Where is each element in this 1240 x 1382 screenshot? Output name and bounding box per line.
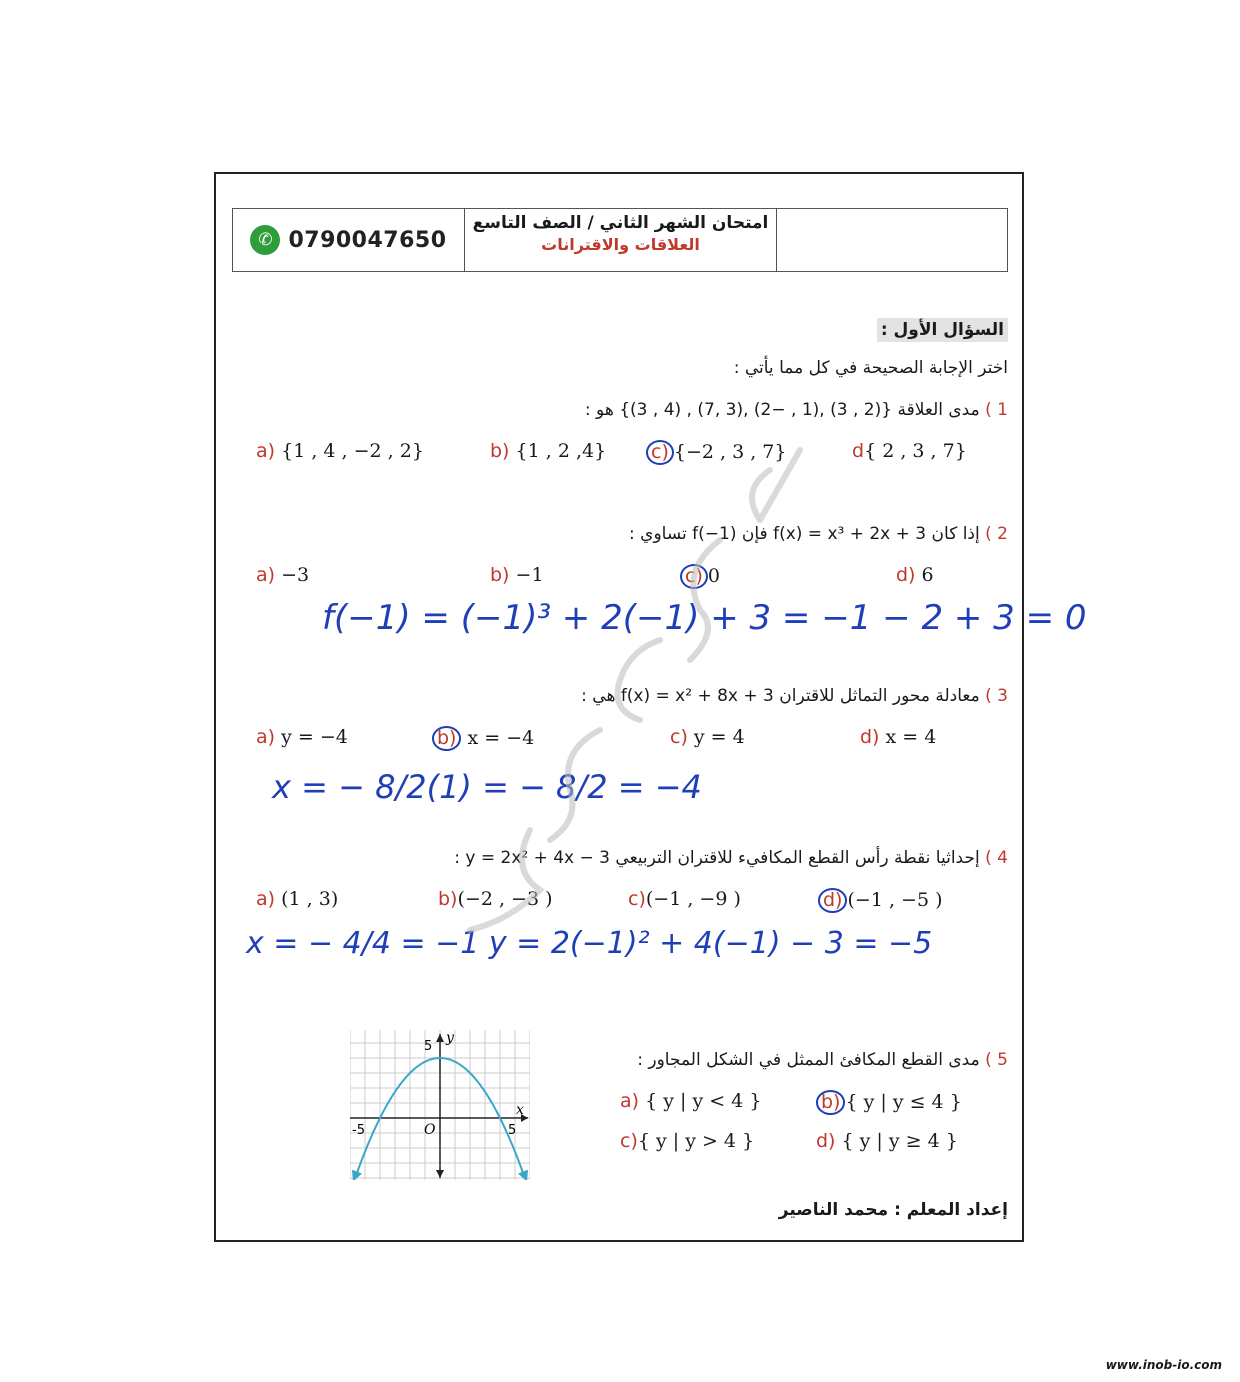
y-axis-label: y: [446, 1030, 454, 1046]
option-letter: b): [438, 888, 458, 910]
option-letter: a): [256, 726, 276, 748]
question-3: [581, 686, 1008, 706]
option-2d[interactable]: [896, 564, 934, 586]
option-1c-circled[interactable]: [646, 440, 786, 465]
option-letter-circled: c): [646, 440, 674, 465]
option-letter: b): [490, 564, 510, 586]
option-value: x = −4: [467, 727, 535, 749]
question-number: 5 ): [985, 1050, 1008, 1070]
option-letter-circled: d): [818, 888, 847, 913]
tick-y-5: 5: [424, 1039, 433, 1054]
option-letter: b): [490, 440, 510, 462]
option-3b-circled[interactable]: [432, 726, 534, 751]
option-5c[interactable]: [620, 1130, 754, 1152]
x-axis-label: x: [516, 1102, 524, 1118]
handwritten-work-4: x = − 4/4 = −1 y = 2(−1)² + 4(−1) − 3 = −5: [246, 926, 933, 961]
option-value: {1 , 2 ,4}: [515, 440, 607, 462]
option-value: (1 , 3): [281, 888, 339, 910]
option-value: y = −4: [281, 726, 348, 748]
y-axis-arrow-down: [436, 1170, 444, 1178]
option-letter: a): [620, 1090, 640, 1112]
prepared-by: إعداد المعلم : محمد الناصير: [778, 1200, 1008, 1220]
option-value: (−1 , −5 ): [847, 889, 943, 911]
question-text: معادلة محور التماثل للاقتران f(x) = x² + 8x + 3 هي :: [581, 686, 980, 706]
option-4d-circled[interactable]: [818, 888, 942, 913]
blank-cell: [777, 209, 1007, 271]
question-number: 3 ): [985, 686, 1008, 706]
title-cell: [465, 209, 777, 271]
option-3d[interactable]: [860, 726, 936, 748]
option-value: { y | y > 4 }: [637, 1130, 755, 1152]
question-text: إذا كان f(x) = x³ + 2x + 3 فإن f(−1) تساوي :: [629, 524, 980, 544]
question-number: 2 ): [985, 524, 1008, 544]
question-5: [637, 1050, 1008, 1070]
option-letter: d): [860, 726, 880, 748]
question-text: مدى العلاقة {(2 , 3) ,(1 , −2) ,(3 ,7) , (4 , 3)} هو :: [584, 400, 980, 420]
option-1a[interactable]: [256, 440, 424, 462]
website-label[interactable]: www.inob-io.com: [1105, 1358, 1222, 1372]
y-axis-arrow: [436, 1034, 444, 1042]
option-letter-circled: c): [680, 564, 708, 589]
exam-subtitle: العلاقات والاقترانات: [541, 235, 700, 254]
option-4b[interactable]: [438, 888, 552, 910]
question-text: مدى القطع المكافئ الممثل في الشكل المجاور :: [637, 1050, 980, 1070]
option-value: x = 4: [885, 726, 937, 748]
question-2: [629, 524, 1008, 544]
option-1b[interactable]: [490, 440, 606, 462]
question-number: 1 ): [985, 400, 1008, 420]
option-2b[interactable]: [490, 564, 544, 586]
option-letter: a): [256, 440, 276, 462]
option-value: −3: [281, 564, 310, 586]
phone-cell: [233, 209, 465, 271]
option-letter: c): [620, 1130, 638, 1152]
option-value: { y | y ≤ 4 }: [845, 1091, 962, 1113]
option-letter: d): [816, 1130, 836, 1152]
option-letter: d: [852, 440, 865, 462]
option-value: (−1 , −9 ): [645, 888, 741, 910]
section-title: السؤال الأول :: [877, 318, 1008, 342]
option-value: { 2 , 3 , 7}: [864, 440, 967, 462]
option-letter: a): [256, 888, 276, 910]
option-letter-circled: b): [432, 726, 461, 751]
phone-icon: ✆: [250, 225, 280, 255]
question-text: إحداثيا نقطة رأس القطع المكافيء للاقتران التربيعي y = 2x² + 4x − 3 :: [454, 848, 980, 868]
handwritten-work-2: f(−1) = (−1)³ + 2(−1) + 3 = −1 − 2 + 3 = 0: [322, 598, 1087, 638]
option-letter: c): [628, 888, 646, 910]
option-2c-circled[interactable]: [680, 564, 720, 589]
option-3c[interactable]: [670, 726, 745, 748]
origin-label: O: [424, 1122, 436, 1138]
option-value: 0: [707, 565, 720, 587]
handwritten-work-3: x = − 8/2(1) = − 8/2 = −4: [272, 768, 702, 806]
option-5a[interactable]: [620, 1090, 761, 1112]
option-3a[interactable]: [256, 726, 348, 748]
option-1d[interactable]: [852, 440, 967, 462]
option-value: 6: [921, 564, 934, 586]
question-1: [585, 400, 1008, 420]
option-value: (−2 , −3 ): [457, 888, 553, 910]
option-value: {1 , 4 , −2 , 2}: [281, 440, 424, 462]
option-value: { y | y ≥ 4 }: [841, 1130, 958, 1152]
option-value: { y | y < 4 }: [645, 1090, 762, 1112]
option-letter: a): [256, 564, 276, 586]
option-letter-circled: b): [816, 1090, 845, 1115]
parabola-graph: [350, 1030, 530, 1180]
option-letter: d): [896, 564, 916, 586]
exam-header: [232, 208, 1008, 272]
exam-title: امتحان الشهر الثاني / الصف التاسع: [472, 213, 769, 233]
phone-number: 0790047650: [288, 227, 447, 253]
option-2a[interactable]: [256, 564, 309, 586]
option-value: −1: [515, 564, 544, 586]
question-4: [454, 848, 1008, 868]
tick-x-5: 5: [508, 1123, 517, 1138]
option-value: {−2 , 3 , 7}: [673, 441, 787, 463]
instruction: اختر الإجابة الصحيحة في كل مما يأتي :: [733, 358, 1008, 378]
option-4c[interactable]: [628, 888, 741, 910]
option-5b-circled[interactable]: [816, 1090, 962, 1115]
tick-x-neg5: -5: [352, 1123, 365, 1138]
option-value: y = 4: [693, 726, 745, 748]
option-4a[interactable]: [256, 888, 338, 910]
option-letter: c): [670, 726, 688, 748]
option-5d[interactable]: [816, 1130, 958, 1152]
question-number: 4 ): [985, 848, 1008, 868]
